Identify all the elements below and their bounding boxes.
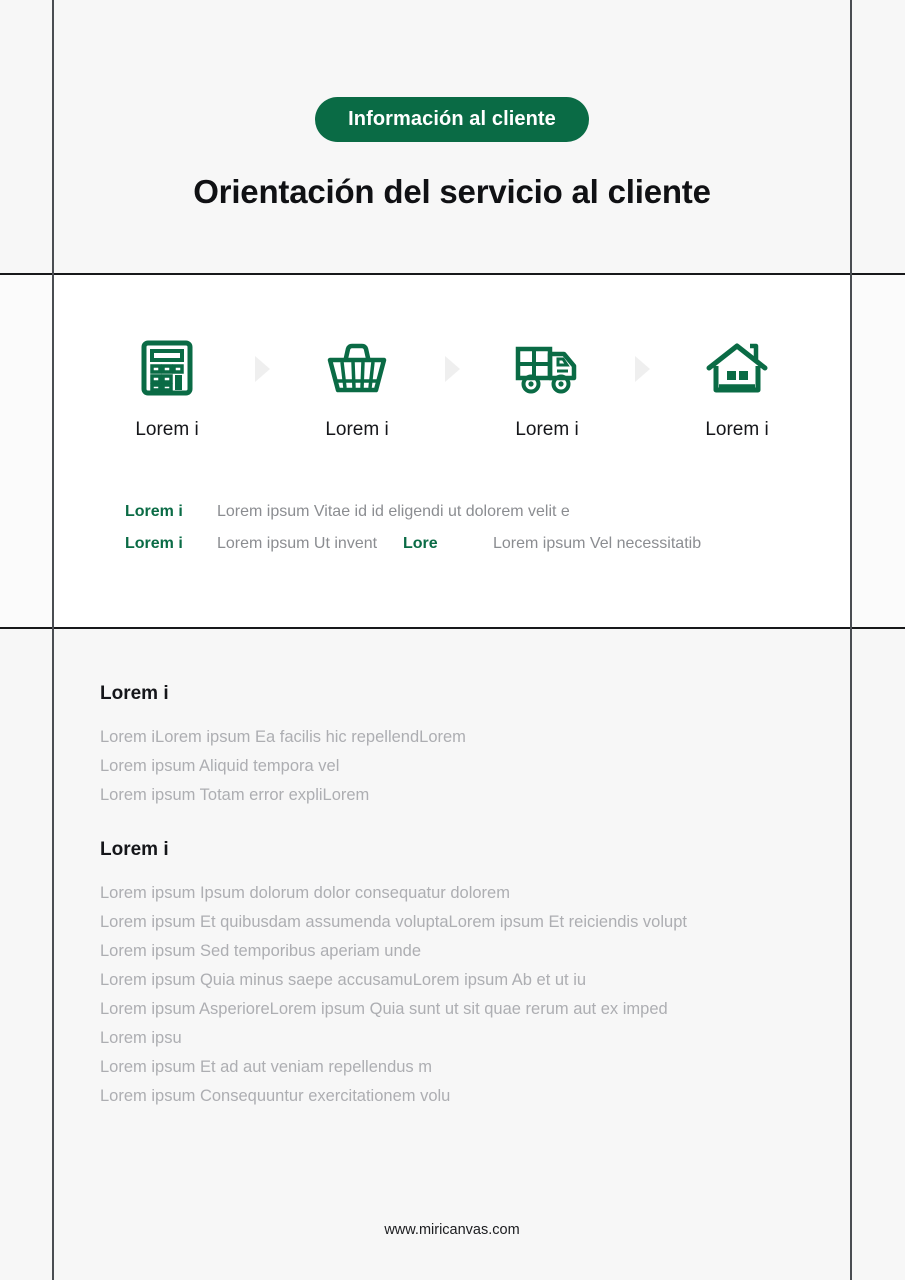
- detail-row-2-label: Lorem i: [125, 535, 183, 552]
- step-separator-2: [430, 333, 474, 382]
- triangle-right-icon: [635, 356, 650, 382]
- step-label-4: Lorem i: [705, 419, 769, 440]
- shopping-basket-icon: [326, 333, 388, 403]
- note-heading-1: Lorem i: [100, 683, 169, 704]
- calculator-icon: [141, 333, 193, 403]
- horizontal-guide-line-bottom: [0, 627, 905, 629]
- triangle-right-icon: [255, 356, 270, 382]
- note-line: Lorem ipsum AsperioreLorem ipsum Quia sunt ut sit quae rerum aut ex imped: [100, 1000, 668, 1018]
- detail-row-1-value: Lorem ipsum Vitae id id eligendi ut dolorem velit e: [217, 503, 570, 520]
- note-line: Lorem ipsum Ipsum dolorum dolor consequatur dolorem: [100, 884, 510, 902]
- detail-row-2: [125, 535, 845, 567]
- note-line: Lorem ipsum Et ad aut veniam repellendus m: [100, 1058, 432, 1076]
- step-item-1[interactable]: [94, 333, 240, 439]
- detail-rows: [125, 503, 845, 567]
- step-item-4[interactable]: [664, 333, 810, 439]
- vertical-guide-line-right: [850, 0, 852, 1280]
- detail-row-1-label: Lorem i: [125, 503, 183, 520]
- notes-inner: [100, 684, 845, 1111]
- note-line: Lorem ipsum Sed temporibus aperiam unde: [100, 942, 422, 960]
- step-label-2: Lorem i: [325, 419, 389, 440]
- step-separator-3: [620, 333, 664, 382]
- note-line: Lorem iLorem ipsum Ea facilis hic repellendLorem: [100, 728, 466, 746]
- notes-section: [53, 628, 851, 1280]
- info-badge[interactable]: Información al cliente: [315, 97, 589, 142]
- step-label-1: Lorem i: [135, 419, 199, 440]
- horizontal-guide-line-top: [0, 273, 905, 275]
- steps-row: [53, 333, 851, 439]
- note-group-2: [100, 840, 845, 1111]
- note-line: Lorem ipsum Et quibusdam assumenda voluptaLorem ipsum Et reiciendis volupt: [100, 913, 687, 931]
- steps-section: [53, 275, 851, 627]
- note-heading-2: Lorem i: [100, 839, 169, 860]
- detail-row-2-value-a: Lorem ipsum Ut invent: [217, 535, 378, 552]
- note-line: Lorem ipsum Aliquid tempora vel: [100, 757, 340, 775]
- left-margin-strip: [0, 274, 53, 628]
- step-item-3[interactable]: [474, 333, 620, 439]
- right-margin-strip: [852, 274, 905, 628]
- step-label-3: Lorem i: [515, 419, 579, 440]
- delivery-truck-icon: [515, 333, 579, 403]
- page-title: Orientación del servicio al cliente: [193, 173, 711, 210]
- footer-url: www.miricanvas.com: [384, 1222, 520, 1238]
- step-separator-1: [240, 333, 284, 382]
- note-line: Lorem ipsum Totam error expliLorem: [100, 786, 370, 804]
- detail-row-2-label-b: Lore: [403, 535, 438, 552]
- note-line: Lorem ipsu: [100, 1029, 182, 1047]
- note-line: Lorem ipsum Consequuntur exercitationem volu: [100, 1087, 451, 1105]
- triangle-right-icon: [445, 356, 460, 382]
- detail-row-2-value-b: Lorem ipsum Vel necessitatib: [493, 535, 702, 552]
- house-icon: [706, 333, 768, 403]
- step-item-2[interactable]: [284, 333, 430, 439]
- detail-row-1: [125, 503, 845, 535]
- header-section: [53, 0, 851, 273]
- vertical-guide-line-left: [52, 0, 54, 1280]
- note-group-1: [100, 684, 845, 810]
- note-line: Lorem ipsum Quia minus saepe accusamuLorem ipsum Ab et ut iu: [100, 971, 587, 989]
